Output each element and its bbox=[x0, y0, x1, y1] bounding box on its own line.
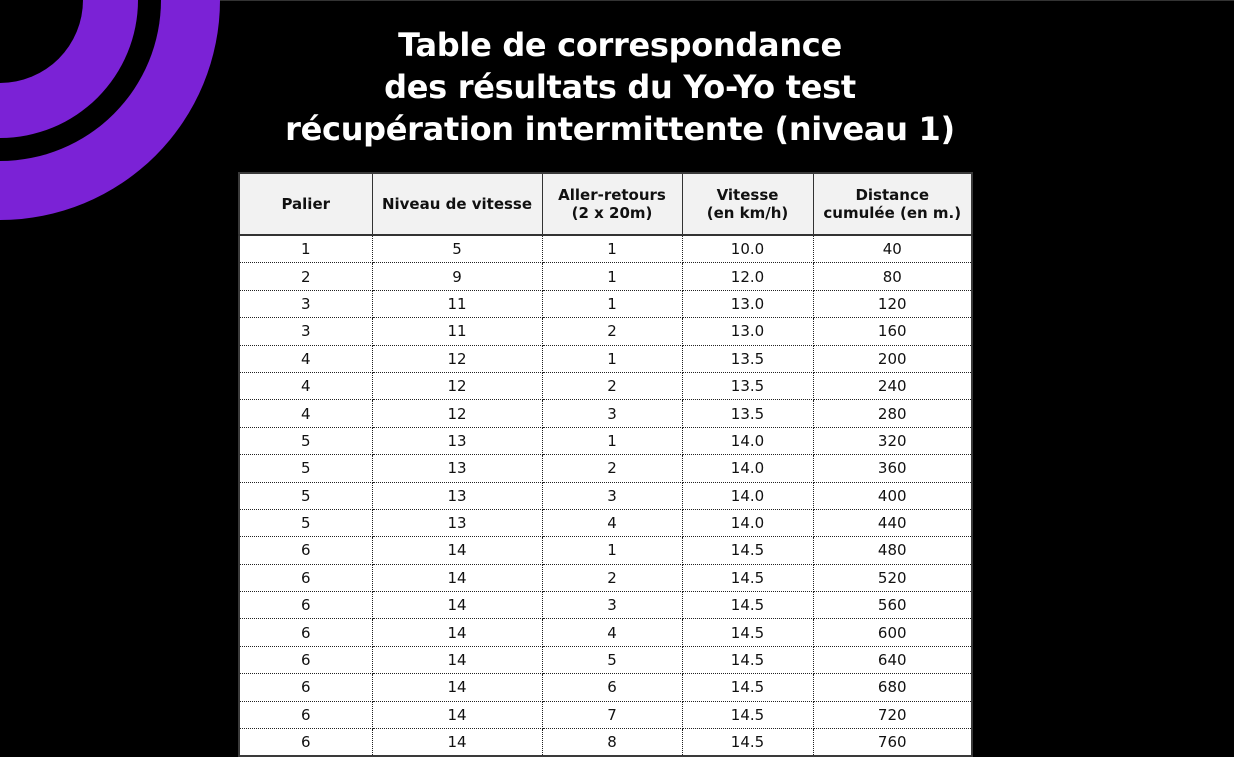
cell-aller-retours: 1 bbox=[542, 345, 682, 372]
cell-palier: 4 bbox=[239, 400, 372, 427]
cell-aller-retours: 2 bbox=[542, 564, 682, 591]
cell-aller-retours: 7 bbox=[542, 701, 682, 728]
header-vitesse bbox=[682, 173, 813, 235]
table-row bbox=[239, 592, 972, 619]
cell-vitesse: 14.0 bbox=[682, 427, 813, 454]
cell-niveau-vitesse: 14 bbox=[372, 592, 542, 619]
cell-distance: 440 bbox=[813, 509, 972, 536]
cell-distance: 200 bbox=[813, 345, 972, 372]
table-row bbox=[239, 372, 972, 399]
cell-distance: 680 bbox=[813, 674, 972, 701]
table-row bbox=[239, 400, 972, 427]
cell-niveau-vitesse: 12 bbox=[372, 400, 542, 427]
table-row bbox=[239, 564, 972, 591]
cell-vitesse: 14.5 bbox=[682, 537, 813, 564]
table-row bbox=[239, 345, 972, 372]
results-table bbox=[238, 172, 973, 757]
cell-distance: 760 bbox=[813, 729, 972, 757]
cell-palier: 4 bbox=[239, 345, 372, 372]
cell-vitesse: 14.5 bbox=[682, 592, 813, 619]
cell-palier: 6 bbox=[239, 537, 372, 564]
table-header-row bbox=[239, 173, 972, 235]
cell-niveau-vitesse: 14 bbox=[372, 619, 542, 646]
cell-aller-retours: 3 bbox=[542, 482, 682, 509]
cell-aller-retours: 6 bbox=[542, 674, 682, 701]
cell-aller-retours: 3 bbox=[542, 592, 682, 619]
cell-aller-retours: 2 bbox=[542, 318, 682, 345]
table-row bbox=[239, 701, 972, 728]
cell-distance: 560 bbox=[813, 592, 972, 619]
cell-palier: 1 bbox=[239, 235, 372, 263]
cell-distance: 640 bbox=[813, 646, 972, 673]
cell-vitesse: 14.5 bbox=[682, 646, 813, 673]
cell-distance: 80 bbox=[813, 263, 972, 290]
cell-distance: 120 bbox=[813, 290, 972, 317]
cell-niveau-vitesse: 5 bbox=[372, 235, 542, 263]
cell-palier: 6 bbox=[239, 564, 372, 591]
cell-vitesse: 14.5 bbox=[682, 674, 813, 701]
cell-palier: 6 bbox=[239, 646, 372, 673]
cell-vitesse: 14.5 bbox=[682, 729, 813, 757]
cell-distance: 480 bbox=[813, 537, 972, 564]
cell-vitesse: 14.5 bbox=[682, 701, 813, 728]
cell-niveau-vitesse: 11 bbox=[372, 318, 542, 345]
cell-aller-retours: 2 bbox=[542, 455, 682, 482]
cell-distance: 520 bbox=[813, 564, 972, 591]
cell-niveau-vitesse: 13 bbox=[372, 482, 542, 509]
table-body bbox=[239, 235, 972, 756]
cell-palier: 3 bbox=[239, 318, 372, 345]
page-title bbox=[240, 24, 1000, 150]
header-niveau-vitesse bbox=[372, 173, 542, 235]
title-line-2: des résultats du Yo-Yo test bbox=[384, 68, 856, 106]
cell-aller-retours: 1 bbox=[542, 427, 682, 454]
table-row bbox=[239, 427, 972, 454]
table-row bbox=[239, 455, 972, 482]
cell-vitesse: 14.0 bbox=[682, 482, 813, 509]
cell-vitesse: 14.5 bbox=[682, 564, 813, 591]
table-row bbox=[239, 318, 972, 345]
cell-palier: 5 bbox=[239, 455, 372, 482]
cell-vitesse: 10.0 bbox=[682, 235, 813, 263]
cell-palier: 3 bbox=[239, 290, 372, 317]
cell-palier: 6 bbox=[239, 674, 372, 701]
header-aller-retours bbox=[542, 173, 682, 235]
cell-distance: 280 bbox=[813, 400, 972, 427]
cell-aller-retours: 4 bbox=[542, 619, 682, 646]
title-line-1: Table de correspondance bbox=[398, 26, 842, 64]
cell-niveau-vitesse: 12 bbox=[372, 345, 542, 372]
cell-palier: 6 bbox=[239, 592, 372, 619]
cell-aller-retours: 3 bbox=[542, 400, 682, 427]
cell-distance: 40 bbox=[813, 235, 972, 263]
cell-niveau-vitesse: 14 bbox=[372, 646, 542, 673]
header-palier bbox=[239, 173, 372, 235]
cell-aller-retours: 2 bbox=[542, 372, 682, 399]
cell-vitesse: 13.5 bbox=[682, 372, 813, 399]
cell-aller-retours: 1 bbox=[542, 235, 682, 263]
cell-niveau-vitesse: 13 bbox=[372, 427, 542, 454]
cell-palier: 6 bbox=[239, 619, 372, 646]
cell-distance: 600 bbox=[813, 619, 972, 646]
table-row bbox=[239, 537, 972, 564]
header-sublabel: (en km/h) bbox=[706, 204, 789, 222]
title-line-3: récupération intermittente (niveau 1) bbox=[285, 110, 955, 148]
cell-vitesse: 13.5 bbox=[682, 400, 813, 427]
header-label: Niveau de vitesse bbox=[381, 195, 533, 213]
cell-vitesse: 14.5 bbox=[682, 619, 813, 646]
table-row bbox=[239, 619, 972, 646]
table-row bbox=[239, 290, 972, 317]
table-row bbox=[239, 646, 972, 673]
cell-niveau-vitesse: 13 bbox=[372, 455, 542, 482]
cell-vitesse: 13.5 bbox=[682, 345, 813, 372]
cell-niveau-vitesse: 14 bbox=[372, 564, 542, 591]
cell-palier: 5 bbox=[239, 509, 372, 536]
table-row bbox=[239, 674, 972, 701]
cell-niveau-vitesse: 14 bbox=[372, 674, 542, 701]
cell-aller-retours: 8 bbox=[542, 729, 682, 757]
cell-palier: 4 bbox=[239, 372, 372, 399]
cell-niveau-vitesse: 14 bbox=[372, 537, 542, 564]
table-row bbox=[239, 729, 972, 757]
cell-niveau-vitesse: 14 bbox=[372, 729, 542, 757]
header-label: Palier bbox=[281, 195, 331, 213]
table-row bbox=[239, 482, 972, 509]
cell-distance: 240 bbox=[813, 372, 972, 399]
cell-aller-retours: 4 bbox=[542, 509, 682, 536]
table-row bbox=[239, 509, 972, 536]
table-row bbox=[239, 263, 972, 290]
cell-palier: 6 bbox=[239, 729, 372, 757]
cell-palier: 6 bbox=[239, 701, 372, 728]
cell-vitesse: 14.0 bbox=[682, 509, 813, 536]
cell-distance: 400 bbox=[813, 482, 972, 509]
purple-arc-decoration bbox=[0, 0, 230, 230]
header-distance bbox=[813, 173, 972, 235]
cell-distance: 720 bbox=[813, 701, 972, 728]
cell-distance: 360 bbox=[813, 455, 972, 482]
header-label: Aller-retours bbox=[558, 186, 666, 204]
cell-aller-retours: 5 bbox=[542, 646, 682, 673]
cell-niveau-vitesse: 13 bbox=[372, 509, 542, 536]
cell-palier: 5 bbox=[239, 427, 372, 454]
cell-distance: 160 bbox=[813, 318, 972, 345]
cell-aller-retours: 1 bbox=[542, 263, 682, 290]
cell-aller-retours: 1 bbox=[542, 537, 682, 564]
table-row bbox=[239, 235, 972, 263]
header-sublabel: cumulée (en m.) bbox=[823, 204, 962, 222]
cell-vitesse: 14.0 bbox=[682, 455, 813, 482]
header-sublabel: (2 x 20m) bbox=[571, 204, 653, 222]
cell-palier: 5 bbox=[239, 482, 372, 509]
cell-niveau-vitesse: 9 bbox=[372, 263, 542, 290]
cell-niveau-vitesse: 12 bbox=[372, 372, 542, 399]
cell-niveau-vitesse: 14 bbox=[372, 701, 542, 728]
cell-niveau-vitesse: 11 bbox=[372, 290, 542, 317]
cell-distance: 320 bbox=[813, 427, 972, 454]
cell-palier: 2 bbox=[239, 263, 372, 290]
cell-vitesse: 13.0 bbox=[682, 318, 813, 345]
header-label: Distance bbox=[855, 186, 930, 204]
header-label: Vitesse bbox=[716, 186, 779, 204]
cell-aller-retours: 1 bbox=[542, 290, 682, 317]
cell-vitesse: 13.0 bbox=[682, 290, 813, 317]
cell-vitesse: 12.0 bbox=[682, 263, 813, 290]
